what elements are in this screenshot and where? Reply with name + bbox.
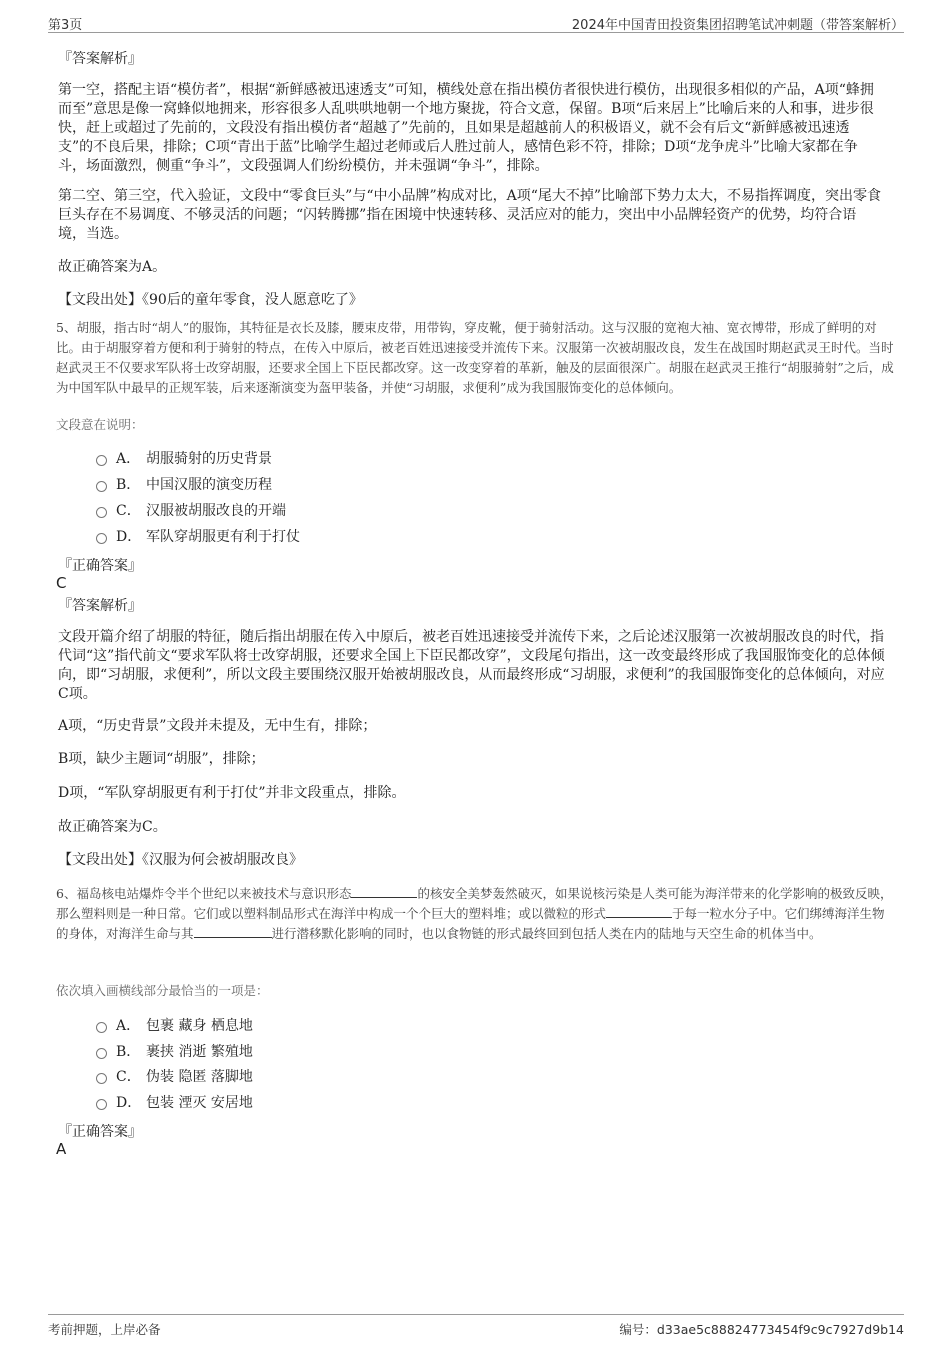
source-citation: 【文段出处】《汉服为何会被胡服改良》	[58, 852, 303, 868]
option-a[interactable]	[96, 448, 272, 468]
question-passage	[56, 884, 896, 944]
conclusion-text: 故正确答案为A。	[58, 259, 167, 275]
radio-icon[interactable]	[96, 455, 107, 466]
option-key: B．	[116, 477, 141, 493]
option-key: A．	[116, 1018, 141, 1034]
option-text: 汉服被胡服改良的开端	[146, 503, 286, 519]
correct-answer: C	[56, 574, 67, 592]
analysis-paragraph: B项，缺少主题词“胡服”，排除；	[58, 751, 265, 767]
question-number: 5、	[56, 320, 77, 335]
page-number: 第3页	[48, 18, 83, 33]
passage-text: 的核安全美梦轰然破灭，如果说核污染是人类可能为海洋带来的化学影响的极致反映，那么塑料则是一种日常。它们或以塑料制品形式在海洋中构成一个个巨大的塑料堆；或以微粒的形式	[56, 886, 893, 921]
fill-blank	[351, 884, 417, 898]
radio-icon[interactable]	[96, 533, 107, 544]
analysis-paragraph: 第二空、第三空，代入验证，文段中“零食巨头”与“中小品牌”构成对比，A项“尾大不掉”比喻部下势力太大，不易指挥调度，突出零食巨头存在不易调度、不够灵活的问题；“闪转腾挪”指在困境中快速转移、灵活应对的能力，突出中小品牌轻资产的优势，均符合语境，当选。	[58, 188, 882, 242]
page-footer	[48, 1314, 904, 1335]
analysis-paragraph: A项，“历史背景”文段并未提及，无中生有，排除；	[58, 718, 377, 734]
passage-text: 福岛核电站爆炸令半个世纪以来被技术与意识形态	[76, 886, 352, 901]
radio-icon[interactable]	[96, 507, 107, 518]
option-a[interactable]	[96, 1015, 253, 1035]
question-prompt: 文段意在说明：	[56, 417, 144, 432]
option-key: C．	[116, 503, 141, 519]
option-key: C．	[116, 1069, 141, 1085]
correct-answer-label: 『正确答案』	[58, 558, 142, 574]
fill-blank	[194, 924, 272, 938]
option-text: 军队穿胡服更有利于打仗	[146, 529, 300, 545]
question-prompt: 依次填入画横线部分最恰当的一项是：	[56, 983, 269, 998]
analysis-paragraph: 文段开篇介绍了胡服的特征，随后指出胡服在传入中原后，被老百姓迅速接受并流传下来，之后论述汉服第一次被胡服改良的时代，指代词“这”指代前文“要求军队将士改穿胡服，还要求全国上下臣民都改穿”，文段尾句指出，这一改变最终形成了我国服饰变化的总体倾向，即“习胡服，求便利”，所以文段主要围绕汉服开始被胡服改良，从而最终形成“习胡服，求便利”的我国服饰变化的总体倾向，对应C项。	[58, 629, 885, 702]
question-number: 6、	[56, 886, 77, 901]
correct-answer: A	[56, 1140, 67, 1158]
option-text: 包裹 藏身 栖息地	[146, 1018, 253, 1034]
radio-icon[interactable]	[96, 481, 107, 492]
analysis-label: 『答案解析』	[58, 598, 142, 614]
passage-text: 胡服，指古时“胡人”的服饰，其特征是衣长及膝，腰束皮带，用带钩，穿皮靴，便于骑射活动。这与汉服的宽袍大袖、宽衣博带，形成了鲜明的对比。由于胡服穿着方便和利于骑射的特点，在传入中原后，被老百姓迅速接受并流传下来。汉服第一次被胡服改良，发生在战国时期赵武灵王时代。当时赵武灵王不仅要求军队将士改穿胡服，还要求全国上下臣民都改穿。这一改变穿着的革新，触及的层面很深广。胡服在赵武灵王推行“胡服骑射”之后，成为中国军队中最早的正规军装，后来逐渐演变为盔甲装备，并使“习胡服，求便利”成为我国服饰变化的总体倾向。	[56, 320, 894, 395]
footer-slogan: 考前押题，上岸必备	[48, 1322, 161, 1337]
radio-icon[interactable]	[96, 1099, 107, 1110]
option-c[interactable]	[96, 1066, 253, 1086]
source-citation: 【文段出处】《90后的童年零食，没人愿意吃了》	[58, 292, 363, 308]
option-key: D．	[116, 529, 142, 545]
fill-blank	[606, 904, 672, 918]
analysis-label: 『答案解析』	[58, 51, 142, 67]
option-text: 胡服骑射的历史背景	[146, 451, 272, 467]
document-title: 2024年中国青田投资集团招聘笔试冲刺题（带答案解析）	[571, 18, 904, 33]
option-c[interactable]	[96, 500, 286, 520]
document-id: 编号：d33ae5c88824773454f9c9c7927d9b14	[619, 1322, 904, 1337]
option-b[interactable]	[96, 1041, 253, 1061]
option-d[interactable]	[96, 526, 300, 546]
radio-icon[interactable]	[96, 1048, 107, 1059]
conclusion-text: 故正确答案为C。	[58, 819, 167, 835]
question-passage	[56, 318, 896, 398]
option-key: B．	[116, 1044, 141, 1060]
option-text: 中国汉服的演变历程	[146, 477, 272, 493]
option-key: D．	[116, 1095, 142, 1111]
passage-text: 于每一粒水分子中。它们绑缚海洋生物的身体，对海洋生命与其	[56, 906, 885, 941]
option-key: A．	[116, 451, 141, 467]
analysis-paragraph: D项，“军队穿胡服更有利于打仗”并非文段重点，排除。	[58, 785, 406, 801]
passage-text: 进行潜移默化影响的同时，也以食物链的形式最终回到包括人类在内的陆地与天空生命的机体当中。	[271, 926, 822, 941]
option-b[interactable]	[96, 474, 272, 494]
correct-answer-label: 『正确答案』	[58, 1124, 142, 1140]
option-text: 裹挟 消逝 繁殖地	[146, 1044, 253, 1060]
radio-icon[interactable]	[96, 1022, 107, 1033]
radio-icon[interactable]	[96, 1073, 107, 1084]
option-text: 伪装 隐匿 落脚地	[146, 1069, 253, 1085]
analysis-paragraph: 第一空，搭配主语“模仿者”，根据“新鲜感被迅速透支”可知，横线处意在指出模仿者很快进行模仿，出现很多相似的产品，A项“蜂拥而至”意思是像一窝蜂似地拥来，形容很多人乱哄哄地朝一个地方聚拢，符合文意，保留。B项“后来居上”比喻后来的人和事，进步很快，赶上或超过了先前的，文段没有指出模仿者“超越了”先前的，且如果是超越前人的积极语义，就不会有后文“新鲜感被迅速透支”的不良后果，排除；C项“青出于蓝”比喻学生超过老师或后人胜过前人，感情色彩不符，排除；D项“龙争虎斗”比喻大家都在争斗，场面激烈，侧重“争斗”，文段强调人们纷纷模仿，并未强调“争斗”，排除。	[58, 82, 874, 174]
option-text: 包装 湮灭 安居地	[146, 1095, 253, 1111]
option-d[interactable]	[96, 1092, 253, 1112]
page-header	[48, 10, 904, 33]
